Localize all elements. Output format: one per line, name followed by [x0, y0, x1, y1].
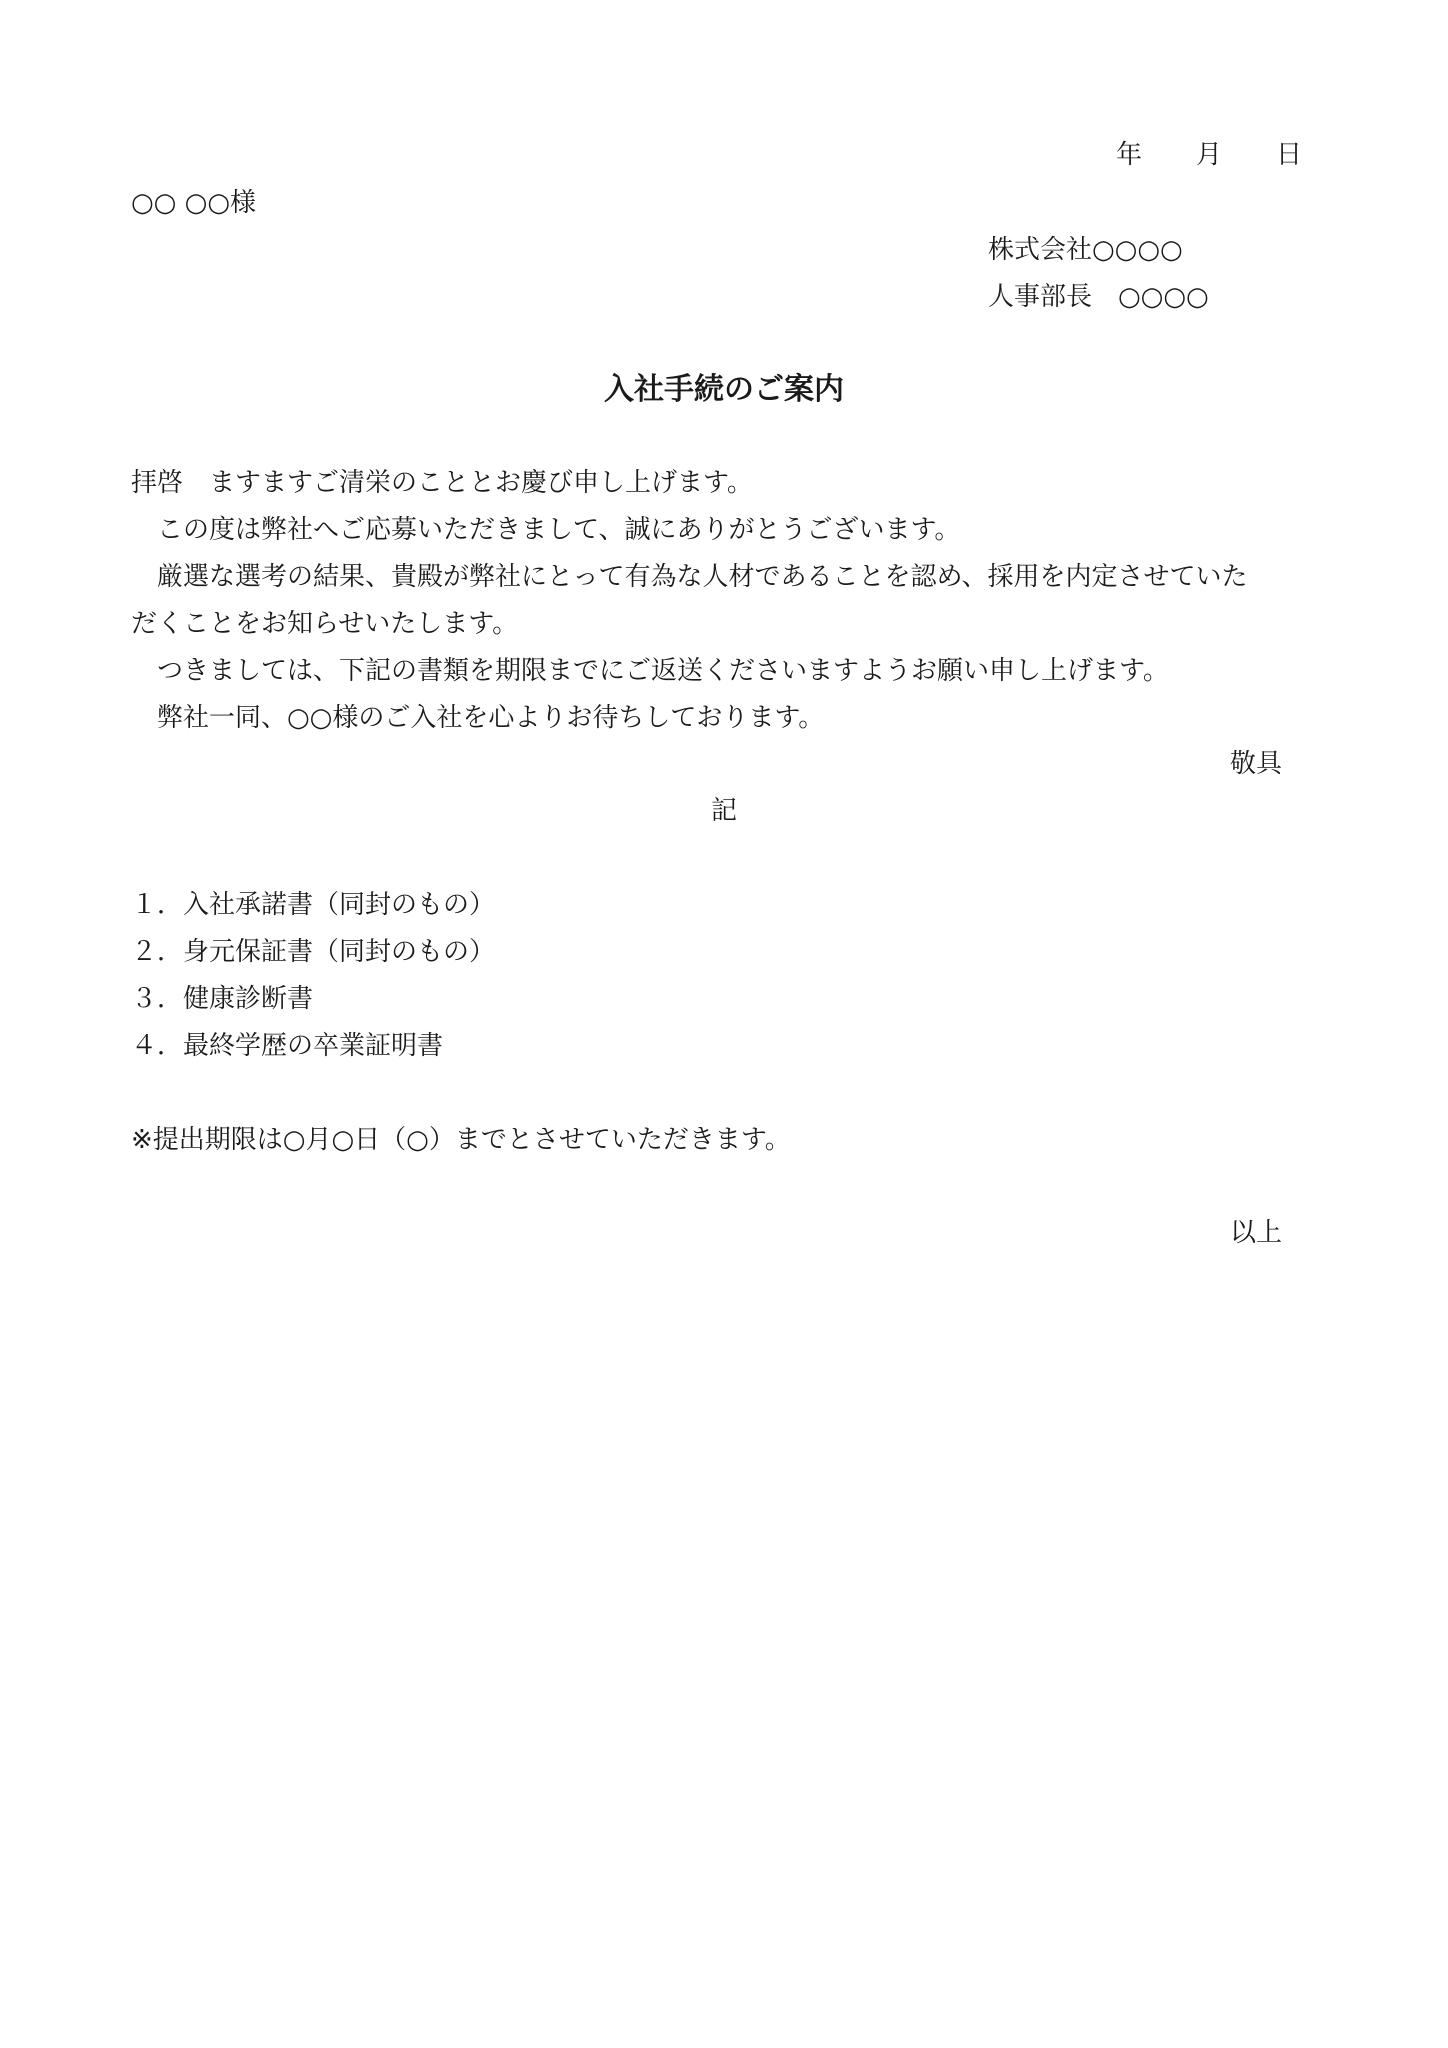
ki-heading: 記	[710, 796, 737, 826]
list-item-2: ２．身元保証書（同封のもの）	[131, 937, 496, 967]
body-line-3: 厳選な選考の結果、貴殿が弊社にとって有為な人材であることを認め、採用を内定させていた	[157, 562, 1248, 592]
document-title: 入社手続のご案内	[604, 372, 844, 407]
deadline-note: ※提出期限は○月○日（○）までとさせていただきます。	[131, 1125, 791, 1155]
closing-ijou: 以上	[1229, 1218, 1282, 1248]
sender-person: 人事部長 ○○○○	[988, 282, 1209, 312]
list-item-3: ３．健康診断書	[131, 984, 314, 1014]
date-day: 日	[1275, 140, 1302, 170]
body-line-1: 拝啓 ますますご清栄のこととお慶び申し上げます。	[131, 468, 753, 498]
date-line	[1116, 142, 1302, 168]
body-line-4: だくことをお知らせいたします。	[131, 609, 519, 639]
list-item-1: １．入社承諾書（同封のもの）	[131, 890, 496, 920]
recipient-name: ○○ ○○様	[131, 188, 257, 218]
date-year: 年	[1115, 140, 1142, 170]
body-line-6: 弊社一同、○○様のご入社を心よりお待ちしております。	[157, 703, 825, 733]
body-line-2: この度は弊社へご応募いただきまして、誠にありがとうございます。	[157, 515, 961, 545]
body-line-5: つきましては、下記の書類を期限までにご返送くださいますようお願い申し上げます。	[157, 656, 1169, 686]
closing-keigu: 敬具	[1229, 749, 1282, 779]
date-month: 月	[1195, 140, 1222, 170]
sender-company: 株式会社○○○○	[988, 235, 1183, 265]
list-item-4: ４．最終学歴の卒業証明書	[131, 1031, 444, 1061]
